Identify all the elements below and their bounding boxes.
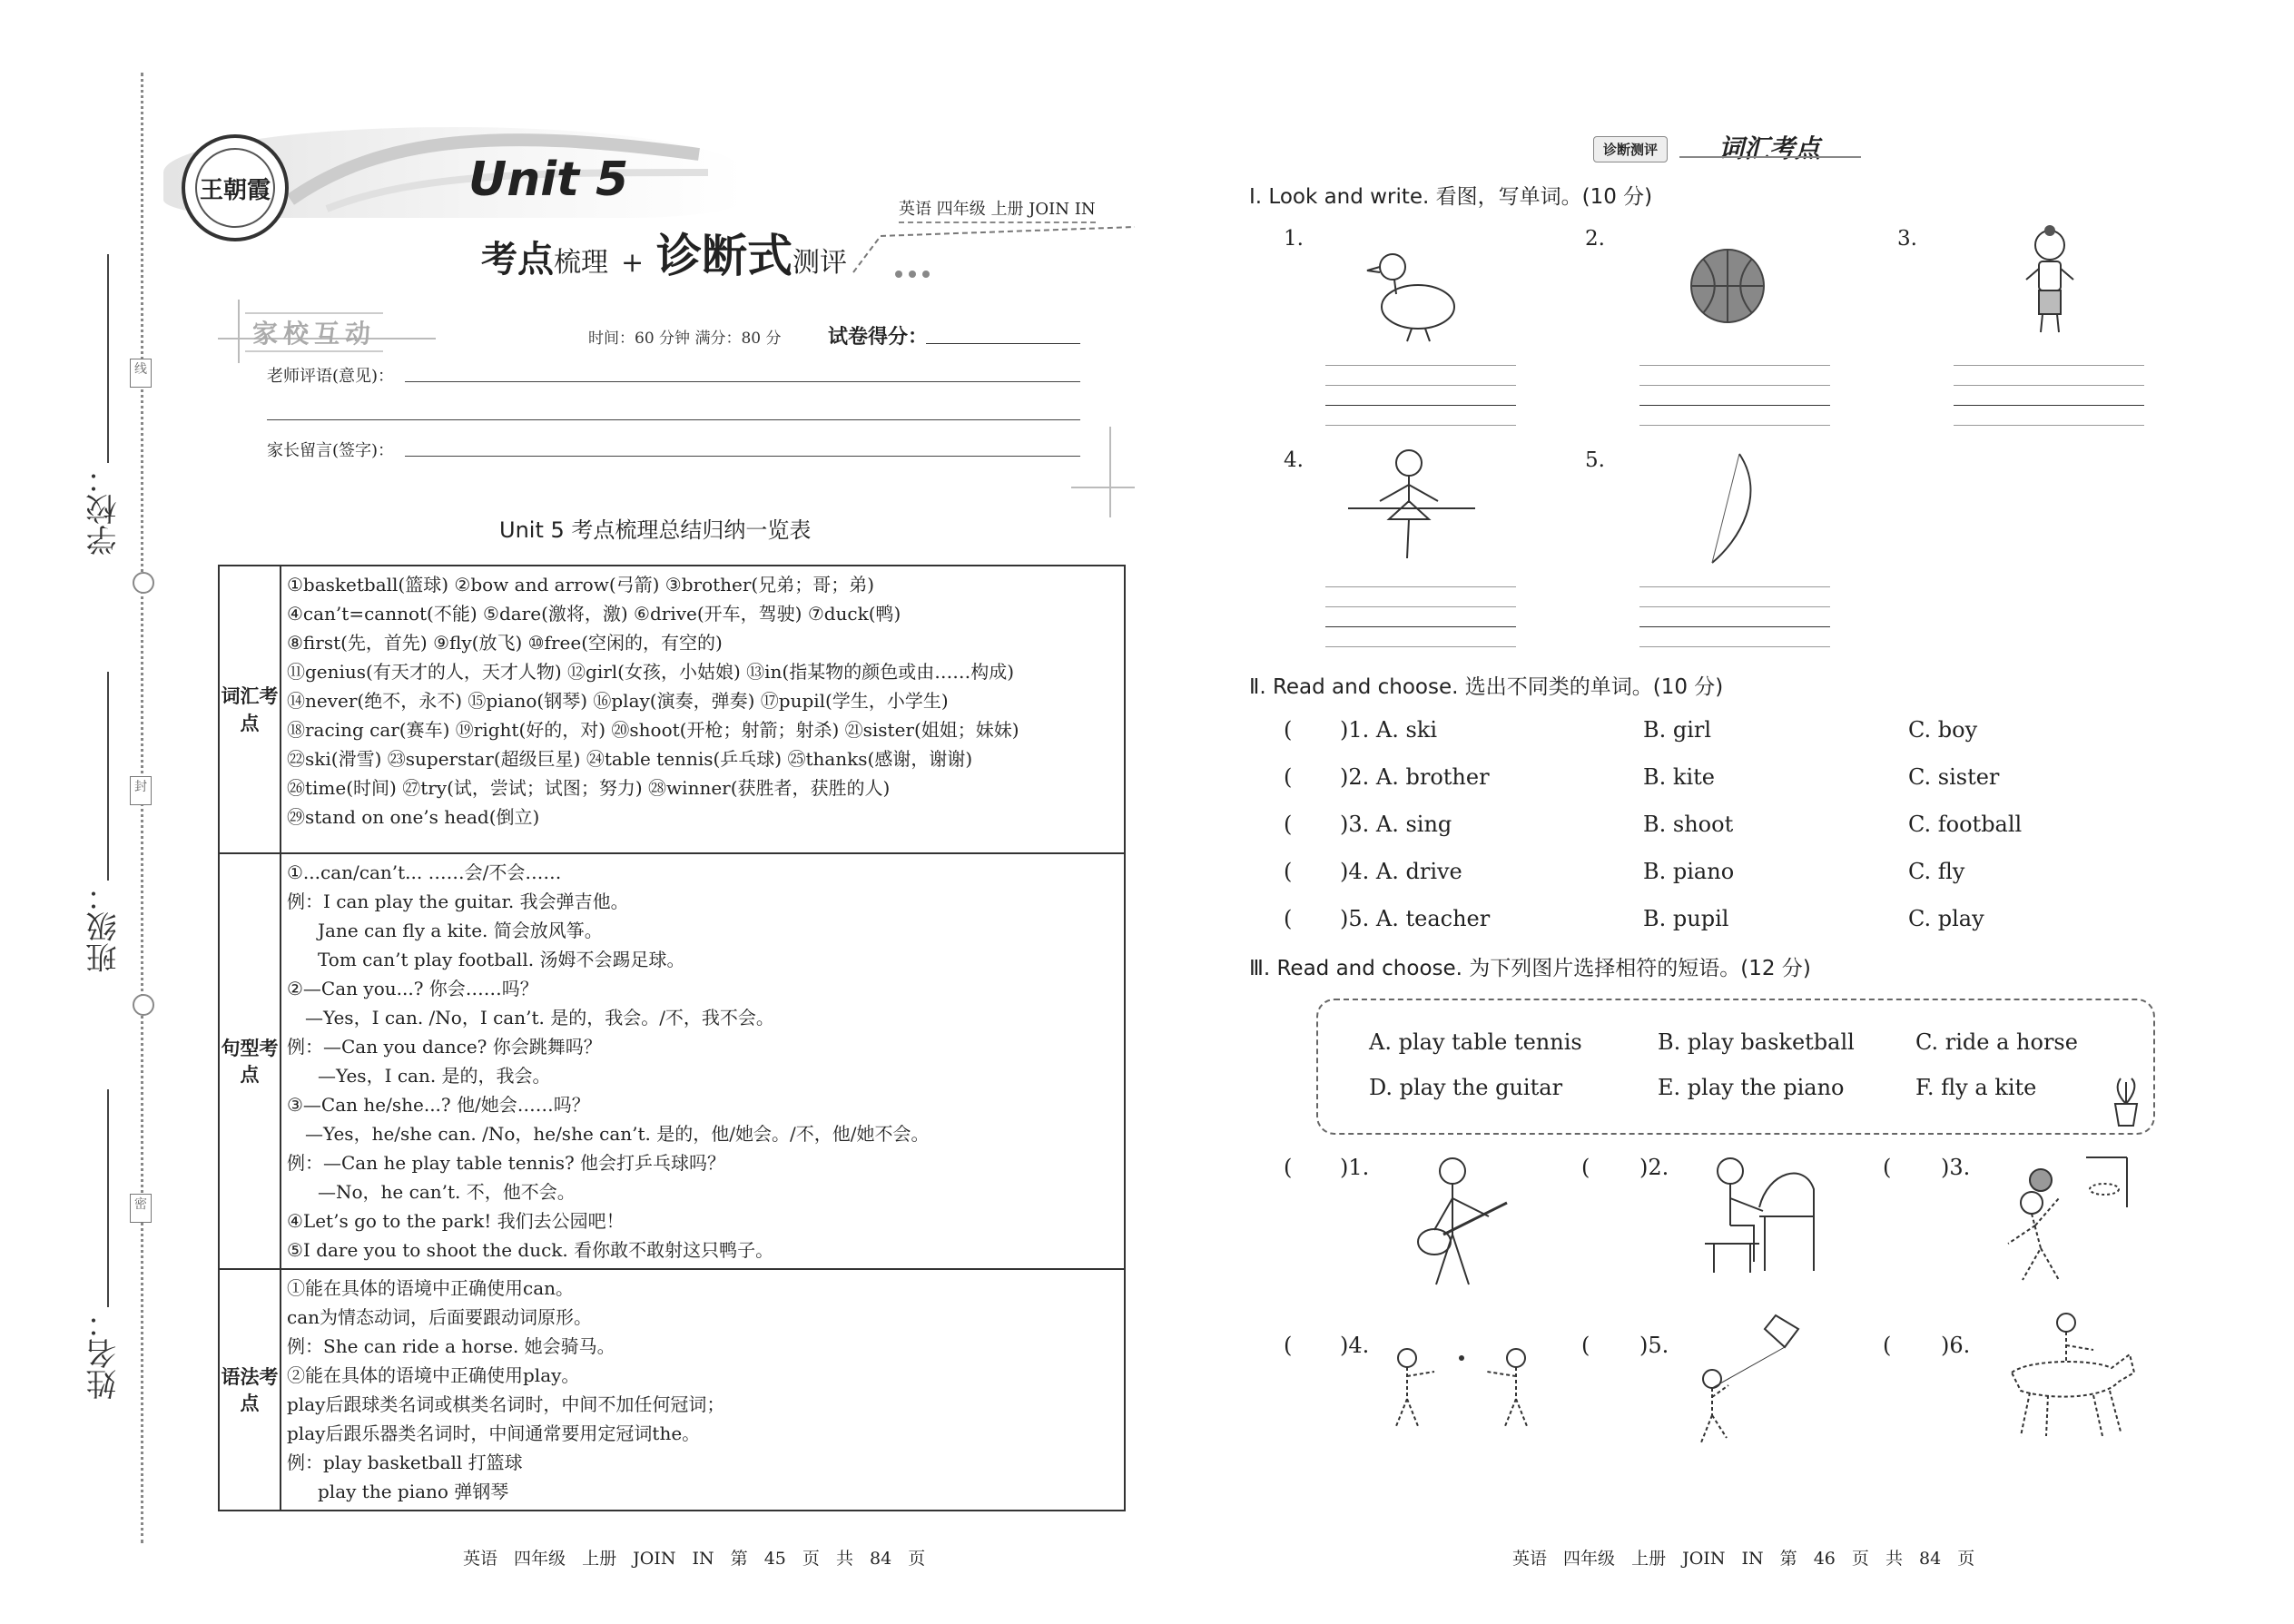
answer-line[interactable] (1325, 606, 1516, 607)
answer-line[interactable] (1325, 626, 1516, 627)
answer-paren[interactable]: ( (1883, 1155, 1892, 1180)
summary-line: ⑭never(绝不，永不) ⑮piano(钢琴) ⑯play(演奏，弹奏) ⑰pupil(学生，小学生) (287, 690, 949, 712)
unit-title: Unit 5 (468, 153, 629, 207)
subject-line: 英语 四年级 上册 JOIN IN (899, 196, 1096, 223)
summary-line: ⑧first(先，首先) ⑨fly(放飞) ⑩free(空闲的，有空的) (287, 632, 723, 654)
parent-comment-line[interactable] (405, 456, 1080, 457)
girl-icon (2013, 223, 2086, 341)
answer-line[interactable] (1325, 646, 1516, 647)
decor-line (1109, 427, 1111, 517)
summary-line: ④can’t=cannot(不能) ⑤dare(激将，激) ⑥drive(开车，驾驶) ⑦duck(鸭) (287, 603, 901, 625)
summary-line: ②能在具体的语境中正确使用play。 (287, 1364, 580, 1386)
summary-line: play the piano 弹钢琴 (318, 1481, 509, 1502)
summary-line: ⑪genius(有天才的人，天才人物) ⑫girl(女孩，小姑娘) ⑬in(指某物的颜色或由……构成) (287, 661, 1015, 683)
summary-line: ③—Can he/she...? 他/她会……吗？ (287, 1094, 590, 1116)
summary-line: play后跟球类名词或棋类名词时，中间不加任何冠词； (287, 1393, 725, 1415)
title-plus: + (620, 247, 645, 279)
answer-line[interactable] (1639, 405, 1830, 406)
phrase-c: C. ride a horse (1915, 1029, 2078, 1055)
summary-line: ①basketball(篮球) ②bow and arrow(弓箭) ③brother(兄弟；哥；弟) (287, 574, 875, 595)
answer-line[interactable] (1325, 586, 1516, 587)
summary-line: ⑱racing car(赛车) ⑲right(好的，对) ⑳shoot(开枪；射箭；射杀) ㉑sister(姐姐；妹妹) (287, 719, 1019, 741)
table-row (219, 566, 1125, 853)
table-row (219, 1269, 1125, 1511)
q1-number: 1. (1284, 227, 1304, 251)
guitar-player-icon (1398, 1153, 1516, 1289)
answer-line[interactable] (1639, 365, 1830, 366)
answer-line[interactable] (1325, 385, 1516, 386)
table-row (219, 853, 1125, 1269)
answer-paren[interactable]: ( (1284, 1155, 1293, 1180)
q1-option-c: C. boy (1908, 717, 1978, 743)
q3-number: 3. (1897, 227, 1917, 251)
summary-line: Jane can fly a kite. 简会放风筝。 (318, 920, 603, 941)
answer-line[interactable] (1954, 385, 2144, 386)
class-label: 班级： (86, 881, 123, 973)
answer-line[interactable] (1325, 365, 1516, 366)
summary-line: can为情态动词，后面要跟动词原形。 (287, 1306, 593, 1328)
q4-number: 4. (1284, 448, 1304, 472)
q2-option-c: C. sister (1908, 764, 2000, 790)
answer-paren[interactable]: ( (1883, 1333, 1892, 1358)
basketball-player-icon (1995, 1153, 2132, 1289)
footer-left: 英语 四年级 上册 JOIN IN 第 45 页 共 84 页 (463, 1549, 926, 1569)
q3-option-b: B. shoot (1643, 812, 1734, 837)
q1-option-a: )1. A. ski (1340, 717, 1438, 743)
q3-4-number: )4. (1340, 1333, 1370, 1358)
title-dashed-arrow (844, 218, 1144, 281)
summary-line: ②—Can you...? 你会……吗？ (287, 978, 538, 999)
part3-heading: Ⅲ. Read and choose. 为下列图片选择相符的短语。(12 分) (1249, 957, 1811, 980)
part1-heading: Ⅰ. Look and write. 看图，写单词。(10 分) (1249, 185, 1653, 209)
summary-table (218, 565, 1126, 1511)
summary-line: Tom can’t play football. 汤姆不会踢足球。 (318, 949, 685, 970)
footer-right: 英语 四年级 上册 JOIN IN 第 46 页 共 84 页 (1512, 1549, 1975, 1569)
binding-hole (133, 572, 154, 594)
summary-line: 例：—Can you dance? 你会跳舞吗？ (287, 1036, 602, 1058)
diagnostic-badge: 诊断测评 (1593, 136, 1668, 162)
vocab-content (281, 566, 1125, 853)
answer-line[interactable] (1325, 425, 1516, 426)
summary-line: 例：play basketball 打篮球 (287, 1452, 523, 1473)
grammar-content (281, 1269, 1125, 1511)
summary-table-title: Unit 5 考点梳理总结归纳一览表 (499, 517, 812, 543)
q3-2-number: )2. (1639, 1155, 1669, 1180)
answer-paren[interactable]: ( (1284, 717, 1293, 743)
q2-number: 2. (1585, 227, 1605, 251)
kite-flyer-icon (1685, 1311, 1812, 1447)
answer-line[interactable] (1639, 425, 1830, 426)
summary-line: —No，he can’t. 不，他不会。 (318, 1181, 576, 1203)
summary-line: ④Let’s go to the park! 我们去公园吧！ (287, 1210, 625, 1232)
summary-line: ①能在具体的语境中正确使用can。 (287, 1277, 575, 1299)
answer-line[interactable] (1639, 385, 1830, 386)
decor-line (1071, 487, 1135, 488)
school-label: 学校： (86, 463, 123, 556)
sentence-content (281, 853, 1125, 1269)
q2-option-a: )2. A. brother (1340, 764, 1490, 790)
school-blank (107, 254, 109, 463)
title-part-4: 测评 (793, 247, 848, 279)
summary-line: ⑤I dare you to shoot the duck. 看你敢不敢射这只鸭子。 (287, 1239, 774, 1261)
score-blank[interactable] (926, 343, 1080, 344)
phrase-options-box (1316, 999, 2155, 1135)
q4-option-a: )4. A. drive (1340, 859, 1462, 884)
phrase-a: A. play table tennis (1369, 1029, 1582, 1055)
title-part-2: 梳理 (554, 247, 608, 279)
q3-3-number: )3. (1941, 1155, 1971, 1180)
q4-option-c: C. fly (1908, 859, 1965, 884)
class-blank (107, 672, 109, 881)
summary-line: 例：I can play the guitar. 我会弹吉他。 (287, 891, 629, 912)
answer-paren[interactable]: ( (1581, 1155, 1590, 1180)
q5-number: 5. (1585, 448, 1605, 472)
answer-paren[interactable]: ( (1284, 812, 1293, 837)
time-and-score-info: 时间：60 分钟 满分：80 分 (588, 330, 782, 348)
title-part-3: 诊断式 (656, 229, 793, 282)
q3-6-number: )6. (1941, 1333, 1971, 1358)
answer-line[interactable] (1639, 646, 1830, 647)
vocab-category: 词汇考点 (219, 566, 281, 853)
answer-paren[interactable]: ( (1284, 764, 1293, 790)
title-part-1: 考点 (481, 238, 554, 281)
answer-paren[interactable]: ( (1284, 1333, 1293, 1358)
phrase-b: B. play basketball (1658, 1029, 1855, 1055)
summary-line: 例：She can ride a horse. 她会骑马。 (287, 1335, 615, 1357)
header-arrow-line (1679, 156, 1861, 158)
answer-line[interactable] (1639, 586, 1830, 587)
horse-rider-icon (1994, 1309, 2139, 1445)
teacher-comment-label: 老师评语(意见)： (267, 367, 395, 386)
publisher-logo (182, 134, 289, 241)
summary-line: ㉙stand on one’s head(倒立) (287, 806, 540, 828)
basketball-icon (1687, 245, 1768, 327)
bow-icon (1703, 449, 1757, 567)
page-title (481, 220, 847, 285)
name-blank (107, 1089, 109, 1307)
answer-line[interactable] (1954, 405, 2144, 406)
answer-line[interactable] (1639, 626, 1830, 627)
logo-text: 王朝霞 (195, 148, 275, 228)
grammar-category: 语法考点 (219, 1269, 281, 1511)
q1-option-b: B. girl (1643, 717, 1712, 743)
binding-hole (133, 994, 154, 1016)
q3-option-a: )3. A. sing (1340, 812, 1452, 837)
home-school-heading: 家校互动 (245, 312, 383, 352)
phrase-f: F. fly a kite (1915, 1075, 2037, 1100)
summary-line: play后跟乐器类名词时，中间通常要用定冠词the。 (287, 1422, 701, 1444)
summary-line: —Yes，he/she can. /No，he/she can’t. 是的，他/她会。/不，他/她不会。 (305, 1123, 930, 1145)
q5-option-c: C. play (1908, 906, 1984, 931)
summary-line: —Yes，I can. 是的，我会。 (318, 1065, 551, 1087)
ballet-girl-icon (1344, 445, 1480, 567)
table-tennis-icon (1380, 1331, 1543, 1431)
seal-mark-secret: 密 (130, 1194, 152, 1223)
seal-mark-seal: 封 (130, 776, 152, 805)
q4-option-b: B. piano (1643, 859, 1735, 884)
plant-icon (2108, 1077, 2144, 1127)
teacher-comment-line[interactable] (267, 419, 1080, 420)
answer-paren[interactable]: ( (1581, 1333, 1590, 1358)
summary-line: 例：—Can he play table tennis? 他会打乒乓球吗？ (287, 1152, 726, 1174)
summary-line: —Yes，I can. /No，I can’t. 是的，我会。/不，我不会。 (305, 1007, 774, 1029)
summary-line: ㉖time(时间) ㉗try(试，尝试；试图；努力) ㉘winner(获胜者，获胜的人) (287, 777, 891, 799)
summary-line: ㉒ski(滑雪) ㉓superstar(超级巨星) ㉔table tennis(乒乓球) ㉕thanks(感谢，谢谢) (287, 748, 973, 770)
seal-mark-line: 线 (130, 359, 152, 388)
name-label: 姓名： (86, 1307, 123, 1400)
answer-line[interactable] (1325, 405, 1516, 406)
q5-option-b: B. pupil (1643, 906, 1729, 931)
piano-player-icon (1696, 1153, 1823, 1280)
parent-comment-label: 家长留言(签字)： (267, 441, 395, 460)
part2-heading: Ⅱ. Read and choose. 选出不同类的单词。(10 分) (1249, 675, 1724, 699)
phrase-d: D. play the guitar (1369, 1075, 1563, 1100)
score-label: 试卷得分： (828, 325, 929, 349)
summary-line: ①...can/can’t... ……会/不会…… (287, 861, 562, 883)
answer-paren[interactable]: ( (1284, 906, 1293, 931)
q3-option-c: C. football (1908, 812, 2023, 837)
sentence-category: 句型考点 (219, 853, 281, 1269)
duck-icon (1362, 243, 1462, 343)
binding-dotted-line (141, 73, 143, 1543)
phrase-e: E. play the piano (1658, 1075, 1845, 1100)
q3-1-number: )1. (1340, 1155, 1370, 1180)
section-name: 词汇考点 (1718, 133, 1821, 163)
teacher-comment-line[interactable] (405, 381, 1080, 382)
answer-line[interactable] (1954, 425, 2144, 426)
answer-paren[interactable]: ( (1284, 859, 1293, 884)
answer-line[interactable] (1954, 365, 2144, 366)
q2-option-b: B. kite (1643, 764, 1715, 790)
q3-5-number: )5. (1639, 1333, 1669, 1358)
decor-line (238, 300, 240, 363)
q5-option-a: )5. A. teacher (1340, 906, 1491, 931)
answer-line[interactable] (1639, 606, 1830, 607)
